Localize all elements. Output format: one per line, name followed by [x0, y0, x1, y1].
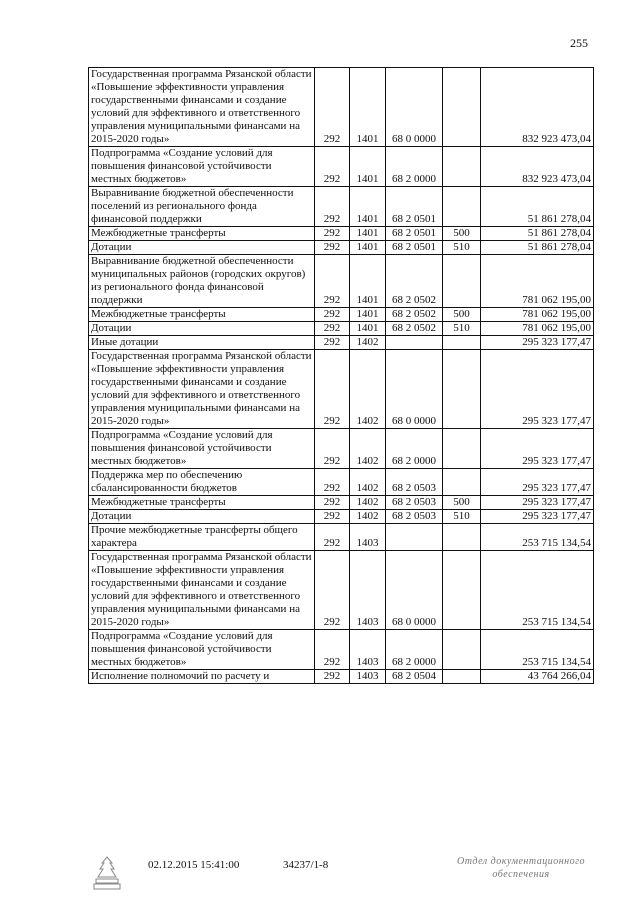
- cell-rz: 1403: [350, 670, 386, 684]
- cell-rz: 1401: [350, 308, 386, 322]
- table-row: [89, 670, 594, 684]
- cell-rz: 1403: [350, 630, 386, 670]
- cell-name: Иные дотации: [89, 336, 315, 350]
- cell-vr: [443, 187, 481, 227]
- table-row: [89, 551, 594, 630]
- cell-csr: 68 2 0501: [386, 227, 443, 241]
- cell-csr: 68 2 0502: [386, 308, 443, 322]
- coat-of-arms-icon: [92, 855, 122, 891]
- cell-csr: 68 0 0000: [386, 551, 443, 630]
- cell-ved: 292: [315, 350, 350, 429]
- cell-sum: 832 923 473,04: [481, 68, 594, 147]
- cell-vr: [443, 670, 481, 684]
- footer-doc-code: 34237/1-8: [283, 859, 329, 871]
- cell-vr: [443, 630, 481, 670]
- cell-sum: 295 323 177,47: [481, 429, 594, 469]
- cell-csr: 68 2 0000: [386, 630, 443, 670]
- table-row: [89, 147, 594, 187]
- cell-sum: 253 715 134,54: [481, 630, 594, 670]
- cell-csr: 68 2 0504: [386, 670, 443, 684]
- cell-ved: 292: [315, 510, 350, 524]
- cell-name: Дотации: [89, 510, 315, 524]
- cell-vr: 500: [443, 496, 481, 510]
- cell-vr: [443, 255, 481, 308]
- cell-ved: 292: [315, 308, 350, 322]
- cell-rz: 1401: [350, 187, 386, 227]
- cell-rz: 1401: [350, 322, 386, 336]
- cell-vr: [443, 147, 481, 187]
- cell-ved: 292: [315, 630, 350, 670]
- cell-vr: 510: [443, 322, 481, 336]
- cell-name: Подпрограмма «Создание условий для повышения финансовой устойчивости местных бюджетов»: [89, 429, 315, 469]
- cell-vr: 500: [443, 227, 481, 241]
- cell-ved: 292: [315, 227, 350, 241]
- table-row: [89, 322, 594, 336]
- cell-rz: 1402: [350, 336, 386, 350]
- cell-rz: 1401: [350, 227, 386, 241]
- cell-csr: 68 0 0000: [386, 68, 443, 147]
- table-row: [89, 469, 594, 496]
- cell-csr: 68 2 0502: [386, 255, 443, 308]
- cell-csr: 68 0 0000: [386, 350, 443, 429]
- cell-sum: 51 861 278,04: [481, 227, 594, 241]
- budget-table: [88, 67, 594, 684]
- table-row: [89, 630, 594, 670]
- cell-sum: 51 861 278,04: [481, 187, 594, 227]
- cell-vr: [443, 336, 481, 350]
- table-body: [89, 68, 594, 684]
- cell-vr: 510: [443, 241, 481, 255]
- cell-rz: 1403: [350, 551, 386, 630]
- cell-vr: [443, 68, 481, 147]
- table-row: [89, 524, 594, 551]
- cell-rz: 1402: [350, 510, 386, 524]
- cell-name: Межбюджетные трансферты: [89, 308, 315, 322]
- cell-ved: 292: [315, 255, 350, 308]
- cell-ved: 292: [315, 187, 350, 227]
- cell-vr: [443, 350, 481, 429]
- cell-name: Подпрограмма «Создание условий для повышения финансовой устойчивости местных бюджетов»: [89, 630, 315, 670]
- cell-sum: 781 062 195,00: [481, 322, 594, 336]
- cell-ved: 292: [315, 429, 350, 469]
- cell-rz: 1401: [350, 255, 386, 308]
- cell-vr: [443, 524, 481, 551]
- cell-csr: 68 2 0502: [386, 322, 443, 336]
- cell-ved: 292: [315, 496, 350, 510]
- cell-csr: [386, 524, 443, 551]
- table-row: [89, 510, 594, 524]
- cell-sum: 295 323 177,47: [481, 350, 594, 429]
- footer-timestamp: 02.12.2015 15:41:00: [148, 859, 240, 871]
- cell-ved: 292: [315, 670, 350, 684]
- cell-rz: 1402: [350, 469, 386, 496]
- cell-vr: [443, 469, 481, 496]
- cell-name: Поддержка мер по обеспечению сбалансированности бюджетов: [89, 469, 315, 496]
- table-row: [89, 350, 594, 429]
- page-number: 255: [570, 36, 588, 50]
- cell-ved: 292: [315, 524, 350, 551]
- cell-ved: 292: [315, 322, 350, 336]
- cell-sum: 295 323 177,47: [481, 336, 594, 350]
- cell-name: Межбюджетные трансферты: [89, 496, 315, 510]
- cell-ved: 292: [315, 241, 350, 255]
- cell-ved: 292: [315, 469, 350, 496]
- cell-csr: 68 2 0503: [386, 496, 443, 510]
- cell-name: Выравнивание бюджетной обеспеченности поселений из регионального фонда финансовой поддержки: [89, 187, 315, 227]
- cell-csr: 68 2 0501: [386, 241, 443, 255]
- cell-sum: 781 062 195,00: [481, 308, 594, 322]
- table-row: [89, 227, 594, 241]
- cell-ved: 292: [315, 147, 350, 187]
- footer: [0, 855, 640, 895]
- cell-csr: 68 2 0000: [386, 429, 443, 469]
- cell-ved: 292: [315, 551, 350, 630]
- table-row: [89, 241, 594, 255]
- table-row: [89, 496, 594, 510]
- table-row: [89, 336, 594, 350]
- cell-rz: 1402: [350, 350, 386, 429]
- cell-name: Государственная программа Рязанской области «Повышение эффективности управления государственными финансами и создание условий для эффективного и ответственного управления муниципальными финансами на 2015-2020 годы»: [89, 350, 315, 429]
- cell-csr: 68 2 0501: [386, 187, 443, 227]
- cell-name: Подпрограмма «Создание условий для повышения финансовой устойчивости местных бюджетов»: [89, 147, 315, 187]
- cell-name: Государственная программа Рязанской области «Повышение эффективности управления государственными финансами и создание условий для эффективного и ответственного управления муниципальными финансами на 2015-2020 годы»: [89, 68, 315, 147]
- cell-ved: 292: [315, 68, 350, 147]
- table-row: [89, 255, 594, 308]
- cell-name: Государственная программа Рязанской области «Повышение эффективности управления государственными финансами и создание условий для эффективного и ответственного управления муниципальными финансами на 2015-2020 годы»: [89, 551, 315, 630]
- cell-sum: 295 323 177,47: [481, 496, 594, 510]
- cell-vr: 500: [443, 308, 481, 322]
- cell-sum: 51 861 278,04: [481, 241, 594, 255]
- table-row: [89, 308, 594, 322]
- cell-sum: 781 062 195,00: [481, 255, 594, 308]
- cell-rz: 1403: [350, 524, 386, 551]
- cell-vr: [443, 551, 481, 630]
- cell-csr: 68 2 0000: [386, 147, 443, 187]
- cell-name: Прочие межбюджетные трансферты общего характера: [89, 524, 315, 551]
- cell-csr: 68 2 0503: [386, 510, 443, 524]
- cell-rz: 1402: [350, 429, 386, 469]
- cell-csr: [386, 336, 443, 350]
- cell-sum: 295 323 177,47: [481, 469, 594, 496]
- cell-ved: 292: [315, 336, 350, 350]
- cell-rz: 1402: [350, 496, 386, 510]
- cell-rz: 1401: [350, 241, 386, 255]
- footer-department: Отдел документационного обеспечения: [456, 856, 586, 880]
- cell-sum: 295 323 177,47: [481, 510, 594, 524]
- cell-rz: 1401: [350, 68, 386, 147]
- table-row: [89, 429, 594, 469]
- table-row: [89, 187, 594, 227]
- cell-sum: 253 715 134,54: [481, 551, 594, 630]
- cell-vr: [443, 429, 481, 469]
- cell-csr: 68 2 0503: [386, 469, 443, 496]
- cell-sum: 253 715 134,54: [481, 524, 594, 551]
- cell-name: Выравнивание бюджетной обеспеченности муниципальных районов (городских округов) из регионального фонда финансовой поддержки: [89, 255, 315, 308]
- table-row: [89, 68, 594, 147]
- cell-name: Дотации: [89, 241, 315, 255]
- cell-name: Дотации: [89, 322, 315, 336]
- cell-rz: 1401: [350, 147, 386, 187]
- cell-name: Исполнение полномочий по расчету и: [89, 670, 315, 684]
- cell-name: Межбюджетные трансферты: [89, 227, 315, 241]
- cell-sum: 43 764 266,04: [481, 670, 594, 684]
- cell-vr: 510: [443, 510, 481, 524]
- cell-sum: 832 923 473,04: [481, 147, 594, 187]
